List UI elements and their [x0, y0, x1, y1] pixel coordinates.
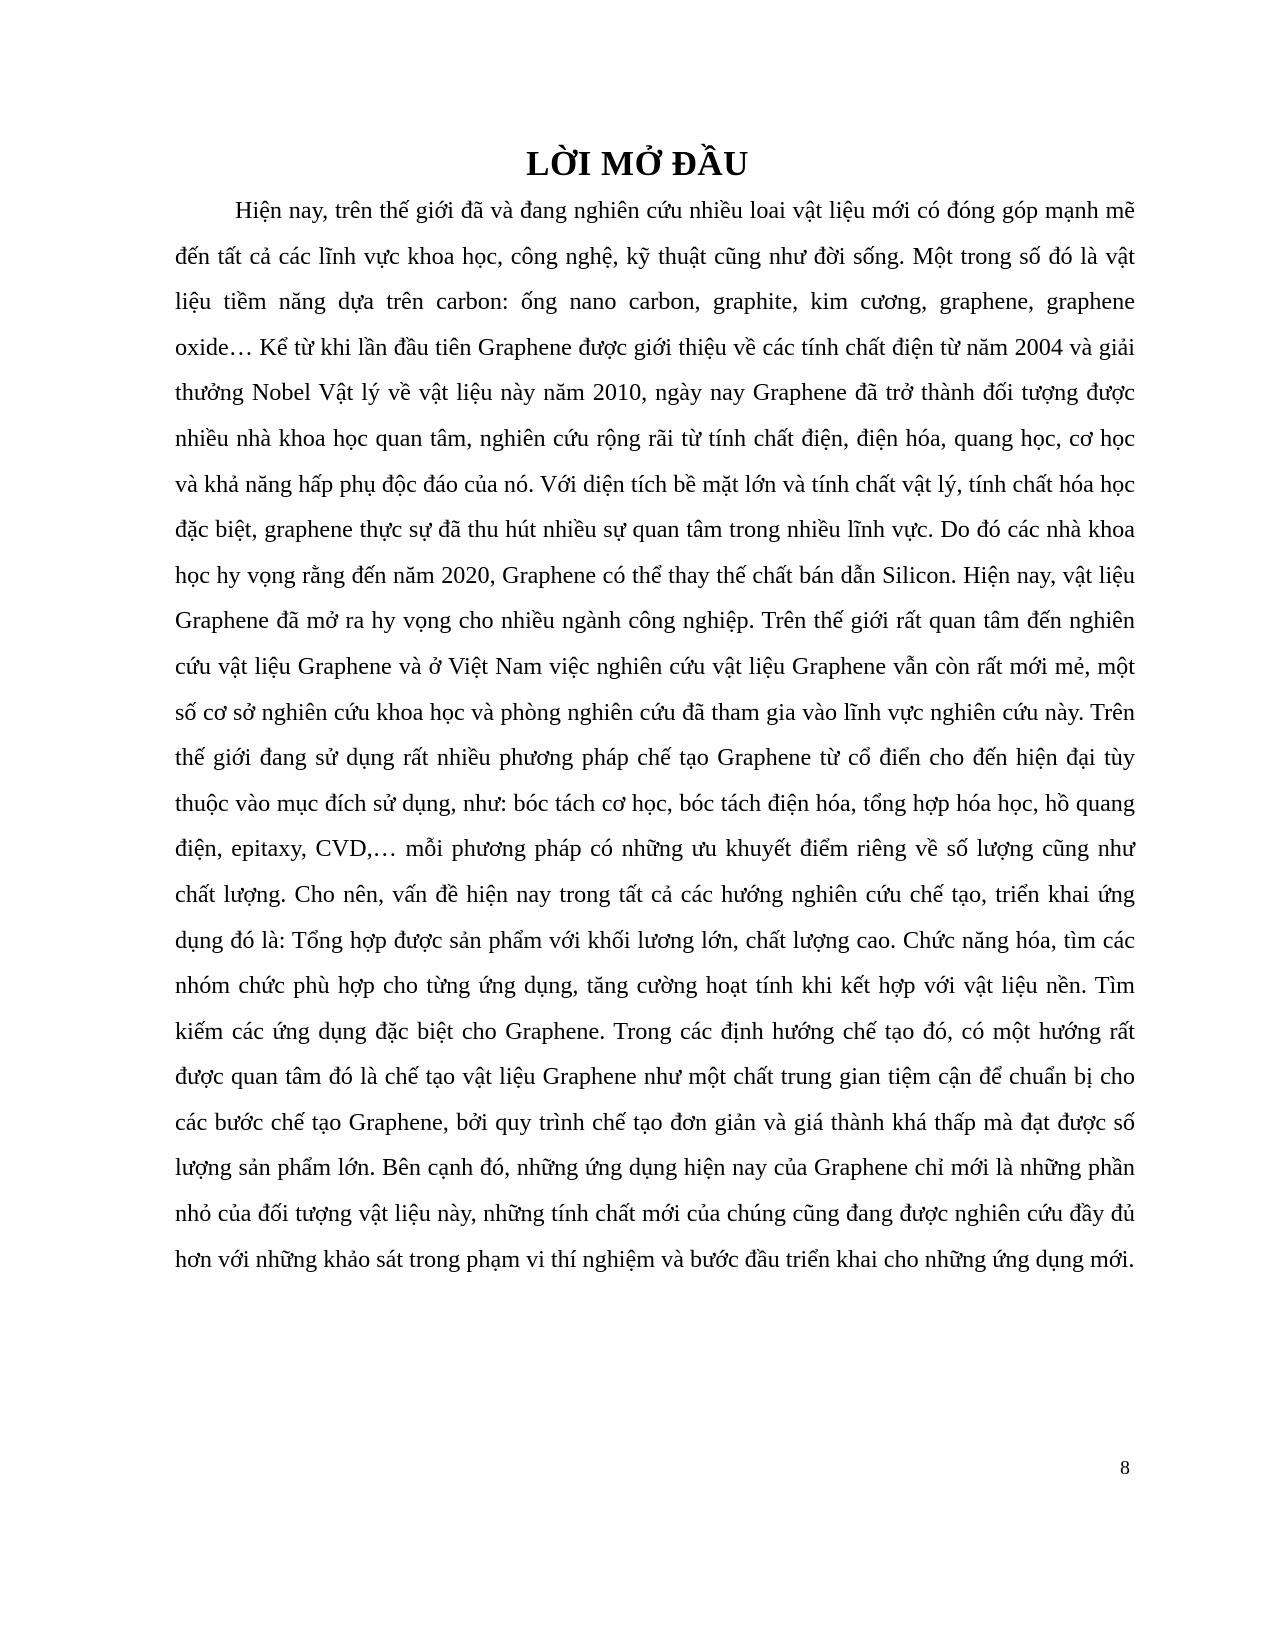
page-title: LỜI MỞ ĐẦU [526, 144, 749, 183]
page-number: 8 [1120, 1457, 1130, 1479]
body-paragraph: Hiện nay, trên thế giới đã và đang nghiên cứu nhiều loai vật liệu mới có đóng góp mạnh mẽ đến tất cả các lĩnh vực khoa học, công nghệ, kỹ thuật cũng như đời sống. Một trong số đó là vật liệu tiềm năng dựa trên carbon: ống nano carbon, graphite, kim cương, graphene, graphene oxide… Kể từ khi lần đầu tiên Graphene được giới thiệu về các tính chất điện từ năm 2004 và giải thưởng Nobel Vật lý về vật liệu này năm 2010, ngày nay Graphene đã trở thành đối tượng được nhiều nhà khoa học quan tâm, nghiên cứu rộng rãi từ tính chất điện, điện hóa, quang học, cơ học và khả năng hấp phụ độc đáo của nó. Với diện tích bề mặt lớn và tính chất vật lý, tính chất hóa học đặc biệt, graphene thực sự đã thu hút nhiều sự quan tâm trong nhiều lĩnh vực. Do đó các nhà khoa học hy vọng rằng đến năm 2020, Graphene có thể thay thế chất bán dẫn Silicon. Hiện nay, vật liệu Graphene đã mở ra hy vọng cho nhiều ngành công nghiệp. Trên thế giới rất quan tâm đến nghiên cứu vật liệu Graphene và ở Việt Nam việc nghiên cứu vật liệu Graphene vẫn còn rất mới mẻ, một số cơ sở nghiên cứu khoa học và phòng nghiên cứu đã tham gia vào lĩnh vực nghiên cứu này. Trên thế giới đang sử dụng rất nhiều phương pháp chế tạo Graphene từ cổ điển cho đến hiện đại tùy thuộc vào mục đích sử dụng, như: bóc tách cơ học, bóc tách điện hóa, tổng hợp hóa học, hồ quang điện, epitaxy, CVD,… mỗi phương pháp có những ưu khuyết điểm riêng về số lượng cũng như chất lượng. Cho nên, vấn đề hiện nay trong tất cả các hướng nghiên cứu chế tạo, triển khai ứng dụng đó là: Tổng hợp được sản phẩm với khối lương lớn, chất lượng cao. Chức năng hóa, tìm các nhóm chức phù hợp cho từng ứng dụng, tăng cường hoạt tính khi kết hợp với vật liệu nền. Tìm kiếm các ứng dụng đặc biệt cho Graphene. Trong các định hướng chế tạo đó, có một hướng rất được quan tâm đó là chế tạo vật liệu Graphene như một chất trung gian tiệm cận để chuẩn bị cho các bước chế tạo Graphene, bởi quy trình chế tạo đơn giản và giá thành khá thấp mà đạt được số lượng sản phẩm lớn. Bên cạnh đó, những ứng dụng hiện nay của Graphene chỉ mới là những phần nhỏ của đối tượng vật liệu này, những tính chất mới của chúng cũng đang được nghiên cứu đầy đủ hơn với những khảo sát trong phạm vi thí nghiệm và bước đầu triển khai cho những ứng dụng mới. [175, 197, 1135, 1273]
